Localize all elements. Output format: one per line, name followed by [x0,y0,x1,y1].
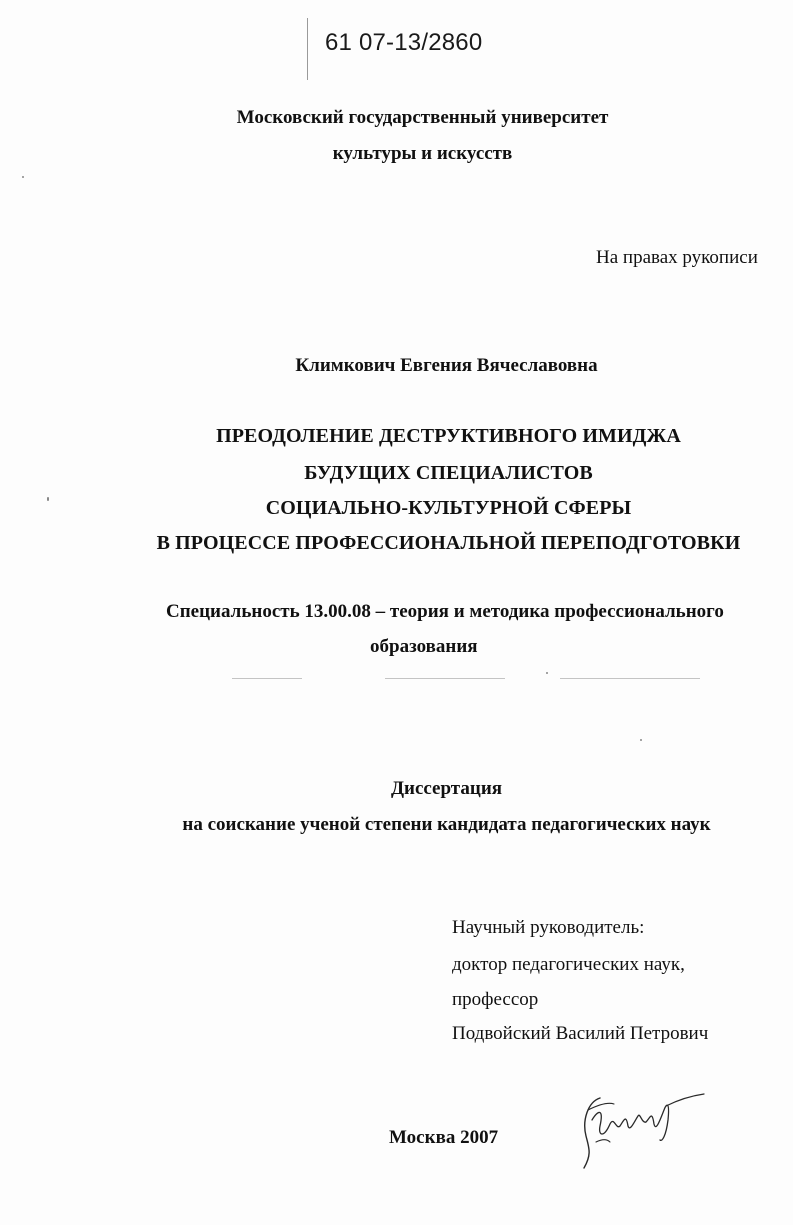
handwritten-signature-icon [570,1080,720,1172]
title-line-1: ПРЕОДОЛЕНИЕ ДЕСТРУКТИВНОГО ИМИДЖА [216,425,681,447]
specialty-line-1: Специальность 13.00.08 – теория и методика профессионального [166,601,724,622]
advisor-name: Подвойский Василий Петрович [452,1023,709,1044]
author-name: Климкович Евгения Вячеславовна [295,355,598,376]
stamp-divider [307,18,308,80]
institution-line-2: культуры и искусств [332,143,513,164]
archive-stamp-number: 61 07-13/2860 [325,29,483,56]
title-line-2: БУДУЩИХ СПЕЦИАЛИСТОВ [304,462,593,484]
scan-noise [232,678,302,679]
institution-line-1: Московский государственный университет [236,107,609,128]
scan-speck [546,672,548,674]
title-line-4: В ПРОЦЕССЕ ПРОФЕССИОНАЛЬНОЙ ПЕРЕПОДГОТОВКИ [156,532,741,554]
title-line-3: СОЦИАЛЬНО-КУЛЬТУРНОЙ СФЕРЫ [265,497,632,519]
place-and-year: Москва 2007 [389,1127,499,1148]
dissertation-label: Диссертация [390,778,503,799]
scan-speck [47,497,49,501]
scan-speck [640,739,642,741]
rights-note: На правах рукописи [596,247,758,268]
advisor-degree: доктор педагогических наук, [452,954,685,975]
advisor-heading: Научный руководитель: [452,917,645,938]
dissertation-degree: на соискание ученой степени кандидата педагогических наук [182,814,711,835]
advisor-rank: профессор [452,989,539,1010]
scan-speck [22,176,24,178]
scan-noise [560,678,700,679]
scan-noise [385,678,505,679]
specialty-line-2: образования [370,636,478,657]
